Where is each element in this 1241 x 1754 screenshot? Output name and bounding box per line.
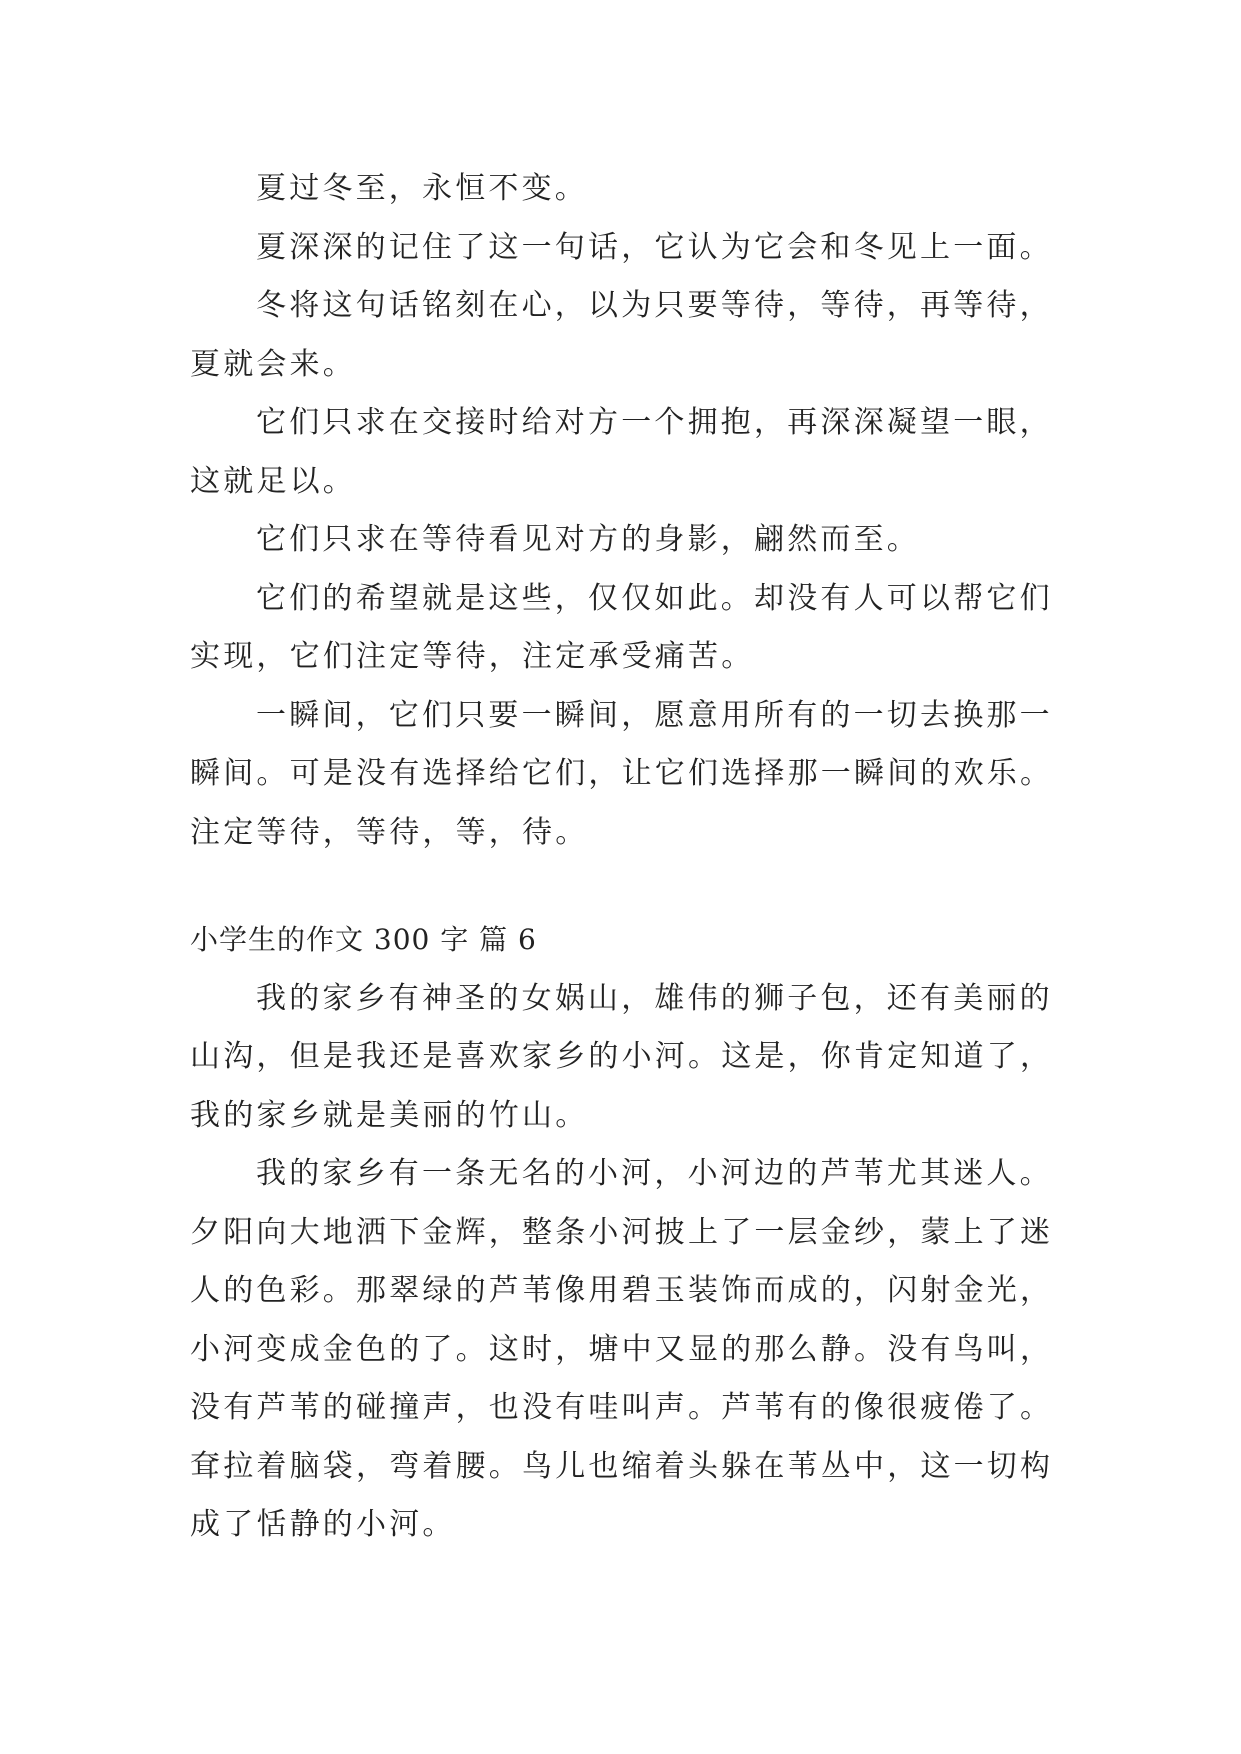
paragraph-line: 我的家乡有一条无名的小河，小河边的芦苇尤其迷人。	[256, 1156, 1053, 1191]
paragraph-line: 注定等待，等待，等，待。	[190, 814, 589, 850]
paragraph-line: 耷拉着脑袋，弯着腰。鸟儿也缩着头躲在苇丛中，这一切构	[190, 1448, 1054, 1484]
paragraph-line: 我的家乡有神圣的女娲山，雄伟的狮子包，还有美丽的	[256, 980, 1053, 1016]
paragraph-line: 成了恬静的小河。	[190, 1507, 456, 1542]
paragraph-line: 它们的希望就是这些，仅仅如此。却没有人可以帮它们	[256, 580, 1053, 616]
paragraph-line: 这就足以。	[190, 463, 356, 499]
paragraph-line: 夏就会来。	[190, 346, 356, 382]
paragraph-line: 山沟，但是我还是喜欢家乡的小河。这是，你肯定知道了，	[190, 1039, 1054, 1074]
paragraph-line: 它们只求在交接时给对方一个拥抱，再深深凝望一眼，	[256, 405, 1053, 440]
paragraph-line: 冬将这句话铭刻在心，以为只要等待，等待，再等待，	[256, 288, 1053, 323]
paragraph-line: 夏过冬至，永恒不变。	[256, 171, 588, 206]
paragraph-line: 一瞬间，它们只要一瞬间，愿意用所有的一切去换那一	[256, 697, 1053, 733]
paragraph-line: 它们只求在等待看见对方的身影，翩然而至。	[256, 522, 920, 557]
paragraph-line: 小河变成金色的了。这时，塘中又显的那么静。没有鸟叫，	[190, 1331, 1054, 1367]
paragraph-line: 夏深深的记住了这一句话，它认为它会和冬见上一面。	[256, 229, 1053, 265]
paragraph-line: 实现，它们注定等待，注定承受痛苦。	[190, 639, 755, 674]
paragraph-line: 夕阳向大地洒下金辉，整条小河披上了一层金纱，蒙上了迷	[190, 1214, 1054, 1250]
paragraph-line: 没有芦苇的碰撞声，也没有哇叫声。芦苇有的像很疲倦了。	[190, 1390, 1054, 1425]
section-spacer	[190, 862, 1070, 911]
paragraph-line: 我的家乡就是美丽的竹山。	[190, 1097, 589, 1133]
paragraph-line: 人的色彩。那翠绿的芦苇像用碧玉装饰而成的，闪射金光，	[190, 1273, 1054, 1308]
paragraph-line: 瞬间。可是没有选择给它们，让它们选择那一瞬间的欢乐。	[190, 756, 1054, 791]
document-body	[190, 160, 1070, 1555]
section-heading: 小学生的作文 300 字 篇 6	[190, 923, 537, 956]
